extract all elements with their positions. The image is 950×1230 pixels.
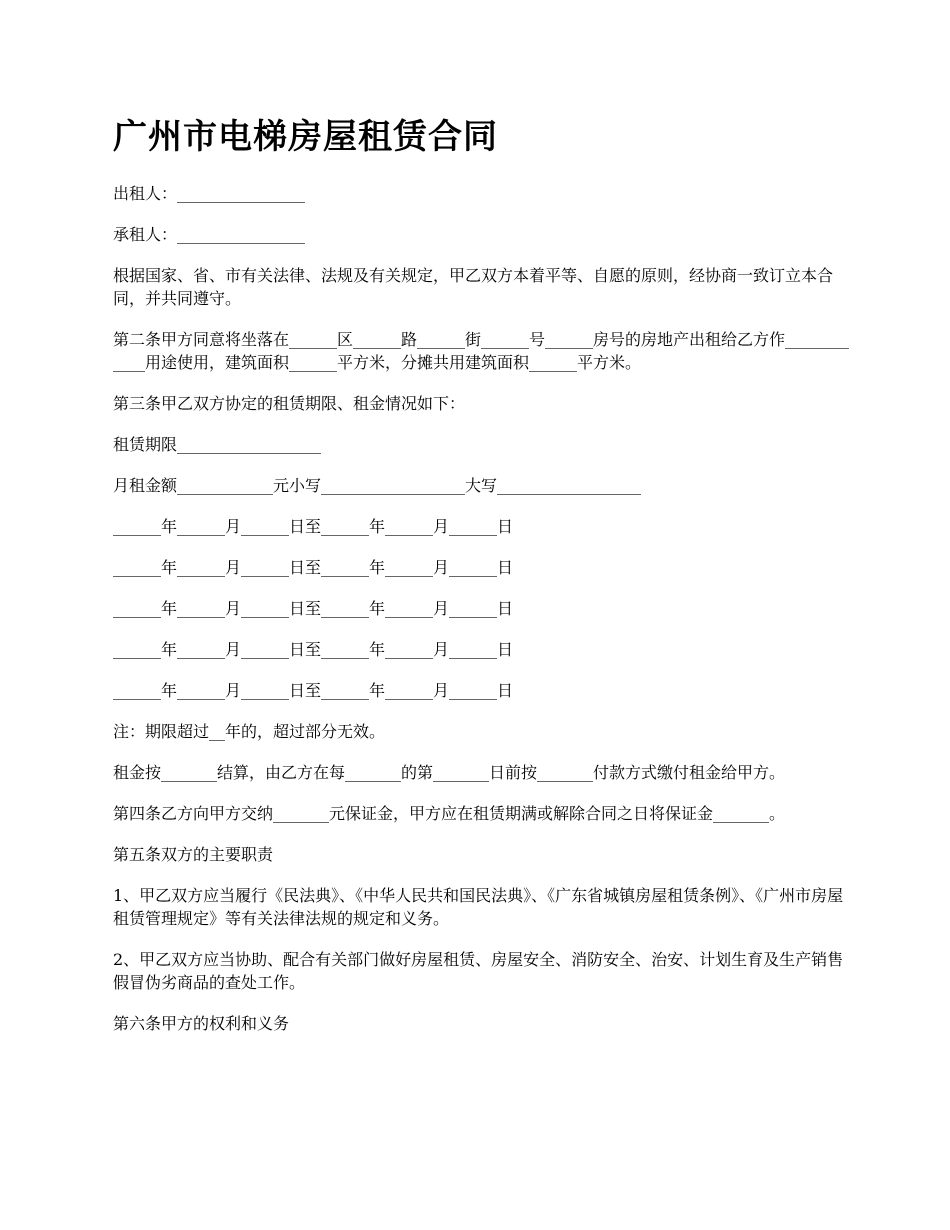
article-6-heading: 第六条甲方的权利和义务 bbox=[113, 1014, 290, 1033]
date-range-line: ______年______月______日至______年______月______日 bbox=[113, 681, 514, 700]
date-range-line: ______年______月______日至______年______月______日 bbox=[113, 558, 514, 577]
article-5-item-1: 1、甲乙双方应当履行《民法典》、《中华人民共和国民法典》、《广东省城镇房屋租赁条例》、《广州市房屋租赁管理规定》等有关法律法规的规定和义务。 bbox=[113, 886, 844, 928]
lessor-line: 出租人：________________ bbox=[113, 184, 306, 203]
preamble-paragraph: 根据国家、省、市有关法律、法规及有关规定，甲乙双方本着平等、自愿的原则，经协商一致订立本合同，并共同遵守。 bbox=[113, 266, 834, 308]
lease-term-line: 租赁期限__________________ bbox=[113, 435, 322, 454]
rent-payment-paragraph: 租金按_______结算，由乙方在每_______的第_______日前按_______付款方式缴付租金给甲方。 bbox=[113, 763, 786, 782]
article-2-paragraph: 第二条甲方同意将坐落在______区______路______街______号______房号的房地产出租给乙方作____________用途使用，建筑面积______平方米，分摊共用建筑面积______平方米。 bbox=[113, 330, 850, 372]
date-range-line: ______年______月______日至______年______月______日 bbox=[113, 640, 514, 659]
date-range-line: ______年______月______日至______年______月______日 bbox=[113, 517, 514, 536]
document-page bbox=[113, 112, 853, 1053]
article-4-paragraph: 第四条乙方向甲方交纳_______元保证金，甲方应在租赁期满或解除合同之日将保证金_______。 bbox=[113, 804, 786, 823]
term-note: 注：期限超过__年的，超过部分无效。 bbox=[113, 722, 386, 741]
article-5-heading: 第五条双方的主要职责 bbox=[113, 845, 274, 864]
lessee-line: 承租人：________________ bbox=[113, 225, 306, 244]
article-3-heading: 第三条甲乙双方协定的租赁期限、租金情况如下： bbox=[113, 394, 466, 413]
article-5-item-2: 2、甲乙双方应当协助、配合有关部门做好房屋租赁、房屋安全、消防安全、治安、计划生育及生产销售假冒伪劣商品的查处工作。 bbox=[113, 950, 844, 992]
document-title: 广州市电梯房屋租赁合同 bbox=[113, 117, 498, 157]
date-range-line: ______年______月______日至______年______月______日 bbox=[113, 599, 514, 618]
monthly-rent-line: 月租金额____________元小写__________________大写__________________ bbox=[113, 476, 642, 495]
